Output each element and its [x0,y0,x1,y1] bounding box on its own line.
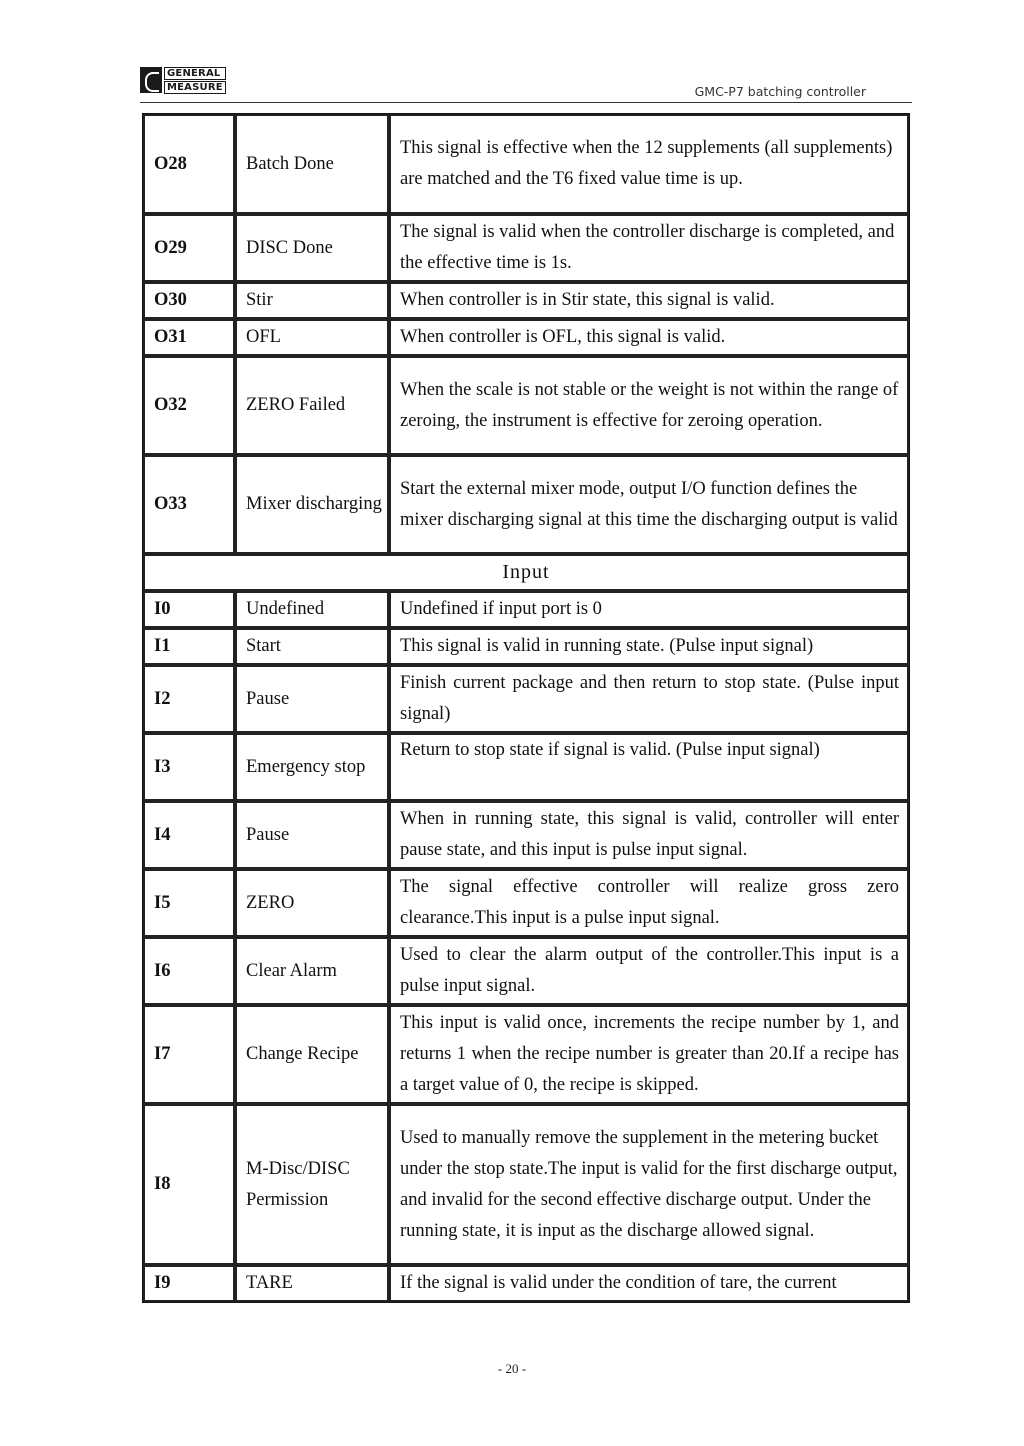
logo-line-1: GENERAL [164,67,226,80]
signal-name: Change Recipe [235,1005,389,1104]
company-logo [140,66,236,94]
io-signal-table [142,113,910,1303]
signal-code: I8 [143,1104,235,1265]
signal-code: I6 [143,937,235,1005]
signal-name: OFL [235,319,389,356]
signal-name: Undefined [235,591,389,628]
page-number: - 20 - [497,1361,527,1376]
signal-name: Stir [235,282,389,319]
signal-code: I2 [143,665,235,733]
signal-name: Clear Alarm [235,937,389,1005]
logo-icon [140,67,162,93]
signal-code: I3 [143,733,235,801]
signal-code: O31 [143,319,235,356]
table-row [143,628,909,665]
table-row [143,1005,909,1104]
signal-code: O28 [143,114,235,214]
signal-description: This signal is valid in running state. (Pulse input signal) [389,628,909,665]
signal-description: When controller is OFL, this signal is valid. [389,319,909,356]
signal-description: This signal is effective when the 12 supplements (all supplements) are matched and the T6 fixed value time is up. [389,114,909,214]
table-row [143,937,909,1005]
signal-description: This input is valid once, increments the recipe number by 1, and returns 1 when the recipe number is greater than 20.If a recipe has a target value of 0, the recipe is skipped. [389,1005,909,1104]
signal-description: When controller is in Stir state, this signal is valid. [389,282,909,319]
signal-name: ZERO Failed [235,356,389,455]
table-row [143,733,909,801]
signal-code: I5 [143,869,235,937]
signal-code: I4 [143,801,235,869]
document-title: GMC-P7 batching controller [694,84,866,99]
signal-code: I1 [143,628,235,665]
signal-name: Pause [235,801,389,869]
table-row [143,1265,909,1302]
signal-description: If the signal is valid under the condition of tare, the current [389,1265,909,1302]
table-row [143,665,909,733]
signal-name: Start [235,628,389,665]
signal-name: Pause [235,665,389,733]
signal-name: M-Disc/DISC Permission [235,1104,389,1265]
signal-description: When the scale is not stable or the weight is not within the range of zeroing, the instrument is effective for zeroing operation. [389,356,909,455]
signal-code: O32 [143,356,235,455]
signal-description: The signal is valid when the controller discharge is completed, and the effective time is 1s. [389,214,909,282]
signal-name: Mixer discharging [235,455,389,554]
signal-code: I7 [143,1005,235,1104]
signal-description: The signal effective controller will realize gross zero clearance.This input is a pulse input signal. [389,869,909,937]
signal-description: Finish current package and then return to stop state. (Pulse input signal) [389,665,909,733]
table-row [143,319,909,356]
signal-name: TARE [235,1265,389,1302]
table-row [143,455,909,554]
page-header [140,66,912,103]
signal-name: Emergency stop [235,733,389,801]
section-heading-input: Input [143,554,909,591]
signal-name: DISC Done [235,214,389,282]
section-row [143,554,909,591]
signal-name: Batch Done [235,114,389,214]
logo-line-2: MEASURE [164,81,226,94]
table-row [143,869,909,937]
signal-code: I9 [143,1265,235,1302]
table-row [143,282,909,319]
signal-code: I0 [143,591,235,628]
signal-description: Undefined if input port is 0 [389,591,909,628]
table-row [143,1104,909,1265]
signal-description: When in running state, this signal is valid, controller will enter pause state, and this input is pulse input signal. [389,801,909,869]
signal-description: Used to manually remove the supplement in the metering bucket under the stop state.The input is valid for the first discharge output, and invalid for the second effective discharge output. Under the running state, it is input as the discharge allowed signal. [389,1104,909,1265]
table-row [143,114,909,214]
table-row [143,214,909,282]
signal-description: Used to clear the alarm output of the controller.This input is a pulse input signal. [389,937,909,1005]
signal-name: ZERO [235,869,389,937]
table-row [143,356,909,455]
table-row [143,591,909,628]
table-row [143,801,909,869]
signal-description: Start the external mixer mode, output I/O function defines the mixer discharging signal at this time the discharging output is valid [389,455,909,554]
signal-code: O30 [143,282,235,319]
signal-code: O33 [143,455,235,554]
signal-description: Return to stop state if signal is valid. (Pulse input signal) [389,733,909,801]
signal-code: O29 [143,214,235,282]
